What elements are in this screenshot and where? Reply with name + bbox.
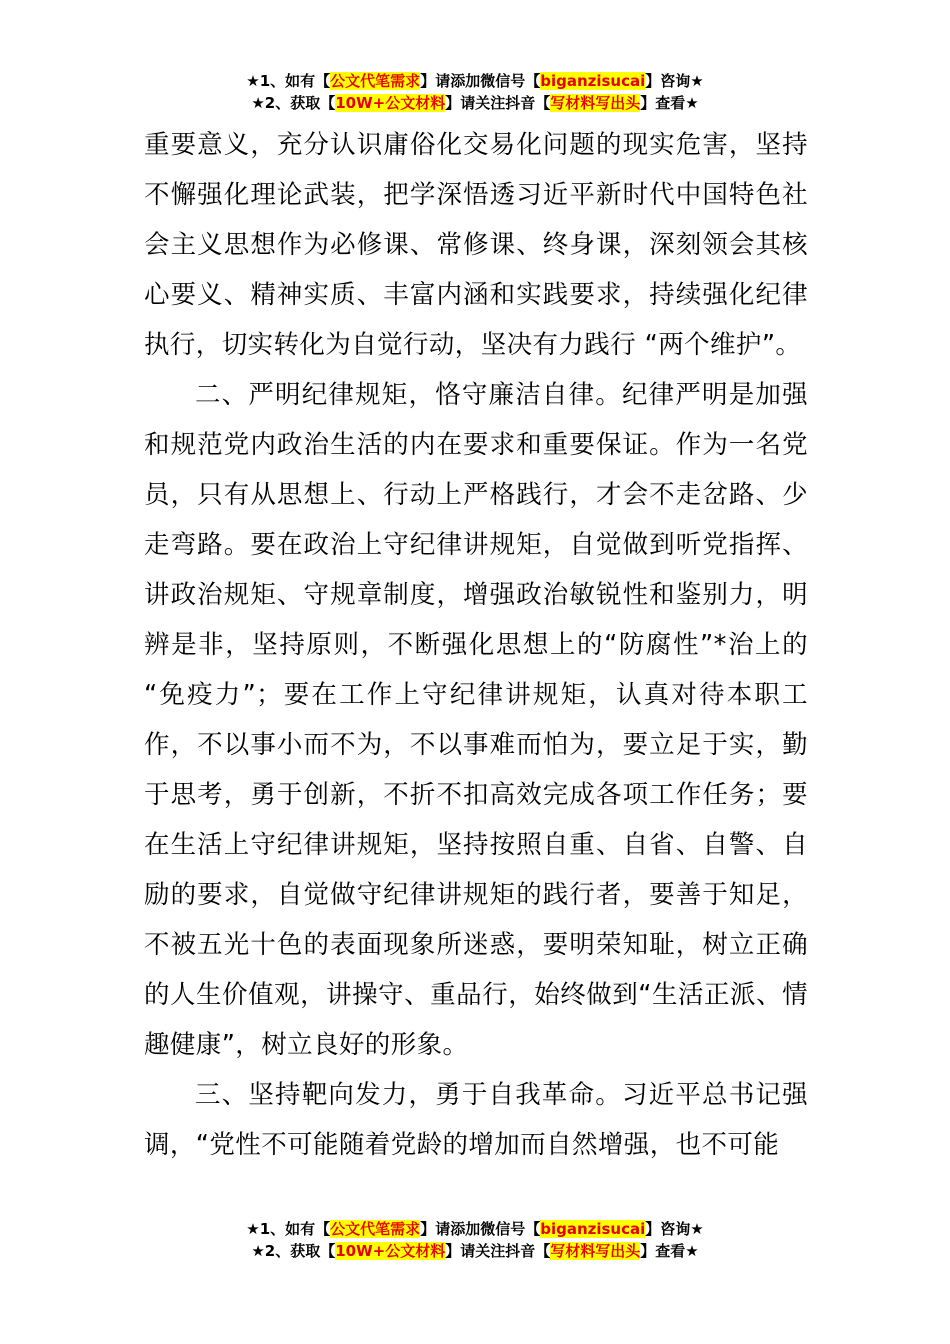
banner-line-2: ★2、获取【10W+公文材料】请关注抖音【写材料写出头】查看★ — [251, 1242, 699, 1260]
highlight-materials: 10W+公文材料 — [335, 1242, 446, 1260]
paragraph-1: 重要意义，充分认识庸俗化交易化问题的现实危害，坚持不懈强化理论武装，把学深悟透习近平新时代中国特色社会主义思想作为必修课、常修课、终身课，深刻领会其核心要义、精神实质、丰富内涵和实践要求，持续强化纪律执行，切实转化为自觉行动，坚决有力践行 “两个维护”。 — [144, 130, 808, 360]
highlight-wechat-id: biganzisucai — [540, 72, 646, 90]
highlight-service: 公文代笔需求 — [330, 1220, 421, 1238]
banner-line-2: ★2、获取【10W+公文材料】请关注抖音【写材料写出头】查看★ — [251, 94, 699, 112]
highlight-wechat-id: biganzisucai — [540, 1220, 646, 1238]
paragraph-3: 三、坚持靶向发力，勇于自我革命。习近平总书记强调，“党性不可能随着党龄的增加而自然增强，也不可能 — [144, 1080, 808, 1160]
paragraph-2: 二、严明纪律规矩，恪守廉洁自律。纪律严明是加强和规范党内政治生活的内在要求和重要保证。作为一名党员，只有从思想上、行动上严格践行，才会不走岔路、少走弯路。要在政治上守纪律讲规矩，自觉做到听党指挥、讲政治规矩、守规章制度，增强政治敏锐性和鉴别力，明辨是非，坚持原则，不断强化思想上的“防腐性”*治上的 “免疫力”；要在工作上守纪律讲规矩，认真对待本职工作，不以事小而不为，不以事难而怕为，要立足于实，勤于思考，勇于创新，不折不扣高效完成各项工作任务；要在生活上守纪律讲规矩，坚持按照自重、自省、自警、自励的要求，自觉做守纪律讲规矩的践行者，要善于知足，不被五光十色的表面现象所迷惑，要明荣知耻，树立正确的人生价值观，讲操守、重品行，始终做到“生活正派、情趣健康”，树立良好的形象。 — [144, 380, 808, 1060]
header-banner — [0, 70, 950, 114]
footer-banner — [0, 1218, 950, 1262]
highlight-materials: 10W+公文材料 — [335, 94, 446, 112]
highlight-douyin-account: 写材料写出头 — [550, 94, 641, 112]
banner-line-1: ★1、如有【公文代笔需求】请添加微信号【biganzisucai】咨询★ — [246, 1220, 704, 1238]
banner-line-1: ★1、如有【公文代笔需求】请添加微信号【biganzisucai】咨询★ — [246, 72, 704, 90]
section-heading-3: 三、坚持靶向发力，勇于自我革命。 — [195, 1080, 622, 1110]
document-body — [144, 120, 808, 1170]
highlight-service: 公文代笔需求 — [330, 72, 421, 90]
highlight-douyin-account: 写材料写出头 — [550, 1242, 641, 1260]
section-heading-2: 二、严明纪律规矩，恪守廉洁自律。 — [195, 380, 622, 410]
